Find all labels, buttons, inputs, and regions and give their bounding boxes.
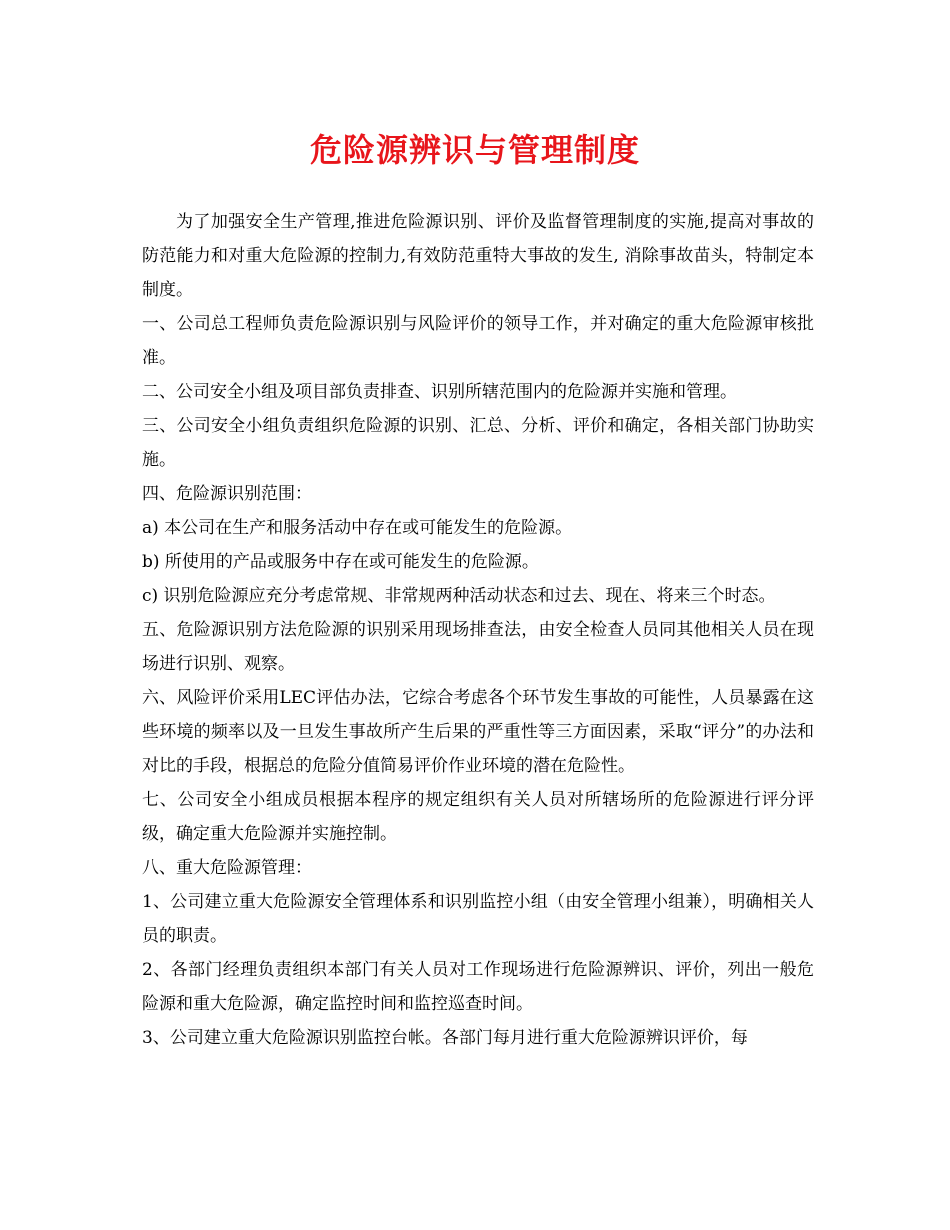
paragraph-6: 六、风险评价采用LEC评估办法，它综合考虑各个环节发生事故的可能性，人员暴露在这些环境的频率以及一旦发生事故所产生后果的严重性等三方面因素，采取“评分”的办法和对比的手段，根据总的危险分值简易评价作业环境的潜在危险性。 — [142, 688, 814, 776]
paragraph-7: 七、公司安全小组成员根据本程序的规定组织有关人员对所辖场所的危险源进行评分评级，确定重大危险源并实施控制。 — [142, 790, 814, 844]
paragraph-4a: a) 本公司在生产和服务活动中存在或可能发生的危险源。 — [142, 518, 573, 538]
paragraph-5: 五、危险源识别方法危险源的识别采用现场排查法，由安全检查人员同其他相关人员在现场进行识别、观察。 — [142, 620, 814, 674]
paragraph-2: 二、公司安全小组及项目部负责排查、识别所辖范围内的危险源并实施和管理。 — [142, 382, 737, 402]
paragraph-3: 三、公司安全小组负责组织危险源的识别、汇总、分析、评价和确定，各相关部门协助实施。 — [142, 416, 814, 470]
paragraph-4b: b) 所使用的产品或服务中存在或可能发生的危险源。 — [142, 552, 539, 572]
paragraph-8-2: 2、各部门经理负责组织本部门有关人员对工作现场进行危险源辨识、评价，列出一般危险源和重大危险源，确定监控时间和监控巡查时间。 — [142, 960, 814, 1014]
document-body — [142, 205, 814, 1055]
paragraph-intro: 为了加强安全生产管理,推进危险源识别、评价及监督管理制度的实施,提高对事故的防范能力和对重大危险源的控制力,有效防范重特大事故的发生, 消除事故苗头，特制定本制度。 — [142, 212, 814, 300]
paragraph-4c: c) 识别危险源应充分考虑常规、非常规两种活动状态和过去、现在、将来三个时态。 — [142, 586, 776, 606]
paragraph-8-1: 1、公司建立重大危险源安全管理体系和识别监控小组（由安全管理小组兼），明确相关人员的职责。 — [142, 892, 814, 946]
document-title: 危险源辨识与管理制度 — [309, 131, 640, 169]
paragraph-4: 四、危险源识别范围： — [142, 484, 312, 504]
paragraph-8-3: 3、公司建立重大危险源识别监控台帐。各部门每月进行重大危险源辨识评价，每 — [142, 1028, 748, 1048]
paragraph-1: 一、公司总工程师负责危险源识别与风险评价的领导工作，并对确定的重大危险源审核批准。 — [142, 314, 814, 368]
paragraph-8: 八、重大危险源管理： — [142, 858, 312, 878]
